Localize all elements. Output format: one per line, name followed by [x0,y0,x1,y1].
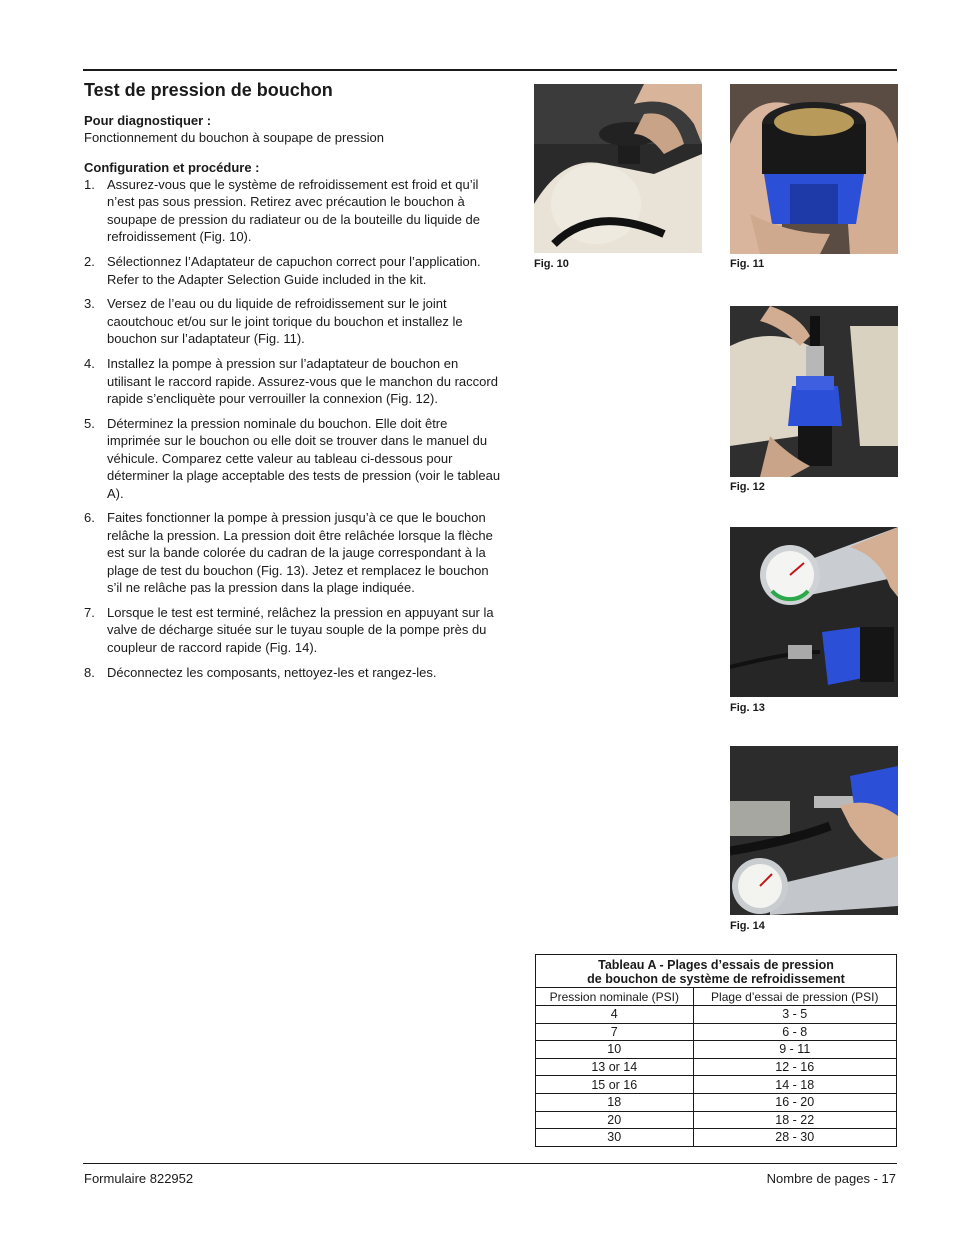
step-number: 3. [84,296,95,312]
table-row [536,1129,897,1147]
range-cell: 28 - 30 [693,1129,896,1147]
step-item [84,253,504,288]
step-number: 1. [84,177,95,192]
table-row [536,1041,897,1059]
step-text: Lorsque le test est terminé, relâchez la pression en appuyant sur la valve de décharge située sur le tuyau souple de la pompe près du coupleur de raccord rapide (Fig. 14). [107,604,494,655]
procedure-steps [84,176,504,689]
form-number: Formulaire 822952 [84,1171,194,1186]
fig-14-photo [730,746,898,915]
step-item [84,509,504,596]
nominal-cell: 4 [536,1006,694,1024]
table-row [536,1093,897,1111]
table-row [536,1023,897,1041]
step-text: Déterminez la pression nominale du bouchon. Elle doit être imprimée sur le bouchon ou elle doit se trouver dans le manuel du véhicule. Comparez cette valeur au tableau ci-dessous pour déterminer la plage acceptable des tests de pression (voir le tableau A). [107,415,501,501]
table-row [536,1006,897,1024]
nominal-cell: 20 [536,1111,694,1129]
step-item [84,355,504,407]
col-header-range: Plage d’essai de pression (PSI) [693,988,896,1006]
fig-12-caption: Fig. 12 [730,481,765,493]
nominal-cell: 18 [536,1093,694,1111]
table-row [536,1058,897,1076]
table-title-line2: de bouchon de système de refroidissement [587,972,845,986]
step-item [84,415,504,502]
range-cell: 3 - 5 [693,1006,896,1024]
bottom-rule [83,1163,897,1164]
range-cell: 14 - 18 [693,1076,896,1094]
step-item [84,176,504,246]
step-number: 4. [84,356,95,372]
step-text: Faites fonctionner la pompe à pression jusqu’à ce que le bouchon relâche la pression. La pression doit être relâchée lorsque la flèche est sur la bande colorée du cadran de la jauge correspondant à la plage de test du bouchon (Fig. 13). Jetez et remplacez le bouchon s’il ne relâche pas la pression dans la plage indiquée. [107,510,493,596]
range-cell: 6 - 8 [693,1023,896,1041]
nominal-cell: 30 [536,1129,694,1147]
fig-12-photo [730,306,898,477]
fig-11-photo [730,84,898,254]
fig-11-caption: Fig. 11 [730,258,765,270]
diagnose-heading: Pour diagnostiquer : [84,113,212,128]
nominal-cell: 7 [536,1023,694,1041]
nominal-cell: 10 [536,1041,694,1059]
step-item [84,604,504,656]
fig-10-photo [534,84,702,253]
table-title-line1: Tableau A - Plages d’essais de pression [598,958,834,972]
range-cell: 12 - 16 [693,1058,896,1076]
range-cell: 16 - 20 [693,1093,896,1111]
step-number: 2. [84,254,95,270]
pressure-range-table [535,954,897,1147]
config-heading: Configuration et procédure : [84,160,260,175]
top-rule [83,69,897,71]
step-number: 6. [84,510,95,526]
fig-14-caption: Fig. 14 [730,920,765,932]
step-number: 5. [84,415,95,431]
fig-10-caption: Fig. 10 [534,258,569,270]
step-number: 7. [84,604,95,620]
nominal-cell: 15 or 16 [536,1076,694,1094]
diagnose-text: Fonctionnement du bouchon à soupape de pression [84,130,384,145]
step-text: Sélectionnez l’Adaptateur de capuchon correct pour l’application. Refer to the Adapter Selection Guide included in the kit. [107,254,481,287]
page-count: Nombre de pages - 17 [766,1171,896,1186]
fig-13-photo [730,527,898,697]
fig-13-caption: Fig. 13 [730,702,765,714]
step-item [84,664,504,681]
col-header-nominal: Pression nominale (PSI) [536,988,694,1006]
step-text: Assurez-vous que le système de refroidissement est froid et qu’il n’est pas sous pression. Retirez avec précaution le bouchon à soupape de pression du radiateur ou de la bouteille du liquide de refroidissement (Fig. 10). [107,177,480,245]
table-row [536,1076,897,1094]
table-title [536,955,897,988]
step-text: Versez de l’eau ou du liquide de refroidissement sur le joint caoutchouc et/ou sur le joint torique du bouchon et installez le bouchon sur l’adaptateur (Fig. 11). [107,296,463,347]
step-text: Installez la pompe à pression sur l’adaptateur de bouchon en utilisant le raccord rapide. Assurez-vous que le manchon du raccord rapide s’encliquète pour verrouiller la connexion (Fig. 12). [107,356,498,406]
table-row [536,1111,897,1129]
range-cell: 18 - 22 [693,1111,896,1129]
step-text: Déconnectez les composants, nettoyez-les et rangez-les. [107,664,437,680]
step-number: 8. [84,664,95,680]
page-title: Test de pression de bouchon [84,80,333,100]
step-item [84,295,504,347]
nominal-cell: 13 or 14 [536,1058,694,1076]
range-cell: 9 - 11 [693,1041,896,1059]
